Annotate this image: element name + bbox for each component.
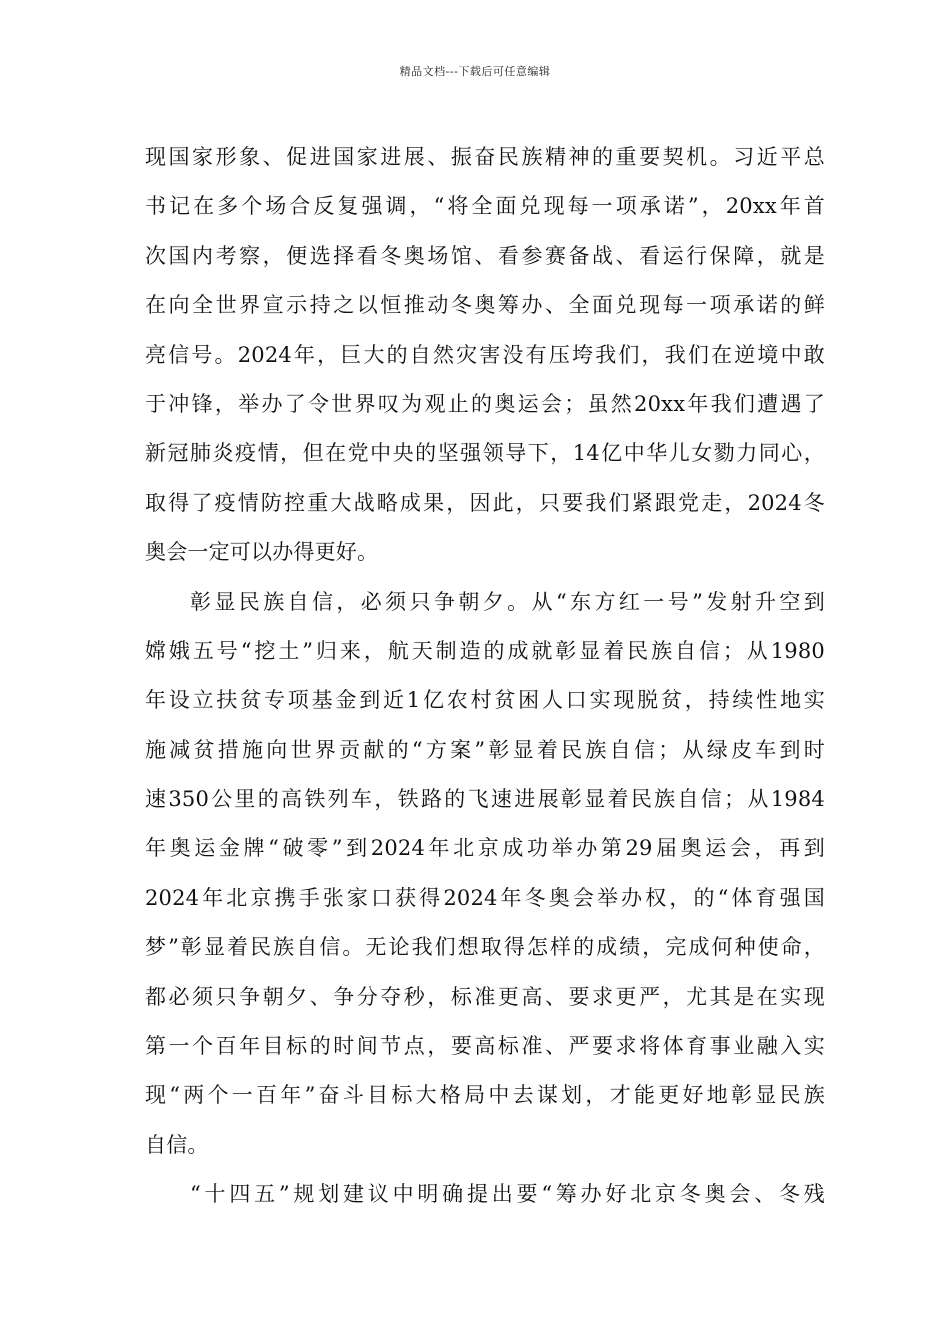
text-line: 在向全世界宣示持之以恒推动冬奥筹办、全面兑现每一项承诺的鲜	[145, 293, 825, 318]
paragraph	[145, 133, 825, 578]
text-line: 奥会一定可以办得更好。	[145, 540, 379, 565]
text-line: 现国家形象、促进国家进展、振奋民族精神的重要契机。习近平总	[145, 145, 825, 169]
text-line: 亮信号。2024年，巨大的自然灾害没有压垮我们，我们在逆境中敢	[145, 342, 825, 367]
paragraph	[145, 578, 825, 1171]
text-line: 速350公里的高铁列车，铁路的飞速进展彰显着民族自信；从1984	[145, 787, 825, 812]
text-line: 嫦娥五号“挖土”归来，航天制造的成就彰显着民族自信；从1980	[145, 638, 825, 663]
document-body	[145, 133, 825, 1220]
text-line: 现“两个一百年”奋斗目标大格局中去谋划，才能更好地彰显民族	[145, 1083, 825, 1108]
text-line: 书记在多个场合反复强调，“将全面兑现每一项承诺”，20xx年首	[145, 194, 825, 219]
text-line: 次国内考察，便选择看冬奥场馆、看参赛备战、看运行保障，就是	[145, 243, 825, 268]
paragraph	[145, 1170, 825, 1219]
text-line: 第一个百年目标的时间节点，要高标准、严要求将体育事业融入实	[145, 1034, 825, 1059]
text-line: “十四五”规划建议中明确提出要“筹办好北京冬奥会、冬残	[190, 1182, 825, 1207]
text-line: 取得了疫情防控重大战略成果，因此，只要我们紧跟党走，2024冬	[145, 490, 825, 515]
text-line: 新冠肺炎疫情，但在党中央的坚强领导下，14亿中华儿女勠力同心，	[145, 441, 825, 466]
text-line: 彰显民族自信，必须只争朝夕。从“东方红一号”发射升空到	[190, 589, 825, 614]
text-line: 都必须只争朝夕、争分夺秒，标准更高、要求更严，尤其是在实现	[145, 984, 825, 1009]
text-line: 于冲锋，举办了令世界叹为观止的奥运会；虽然20xx年我们遭遇了	[145, 391, 825, 416]
page-header: 精品文档---下载后可任意编辑	[399, 65, 551, 78]
text-line: 2024年北京携手张家口获得2024年冬奥会举办权，的“体育强国	[145, 885, 825, 910]
text-line: 年奥运金牌“破零”到2024年北京成功举办第29届奥运会，再到	[145, 836, 825, 861]
text-line: 施减贫措施向世界贡献的“方案”彰显着民族自信；从绿皮车到时	[145, 737, 825, 762]
text-line: 年设立扶贫专项基金到近1亿农村贫困人口实现脱贫，持续性地实	[145, 688, 825, 713]
text-line: 梦”彰显着民族自信。无论我们想取得怎样的成绩，完成何种使命，	[145, 935, 825, 960]
text-line: 自信。	[145, 1132, 209, 1157]
